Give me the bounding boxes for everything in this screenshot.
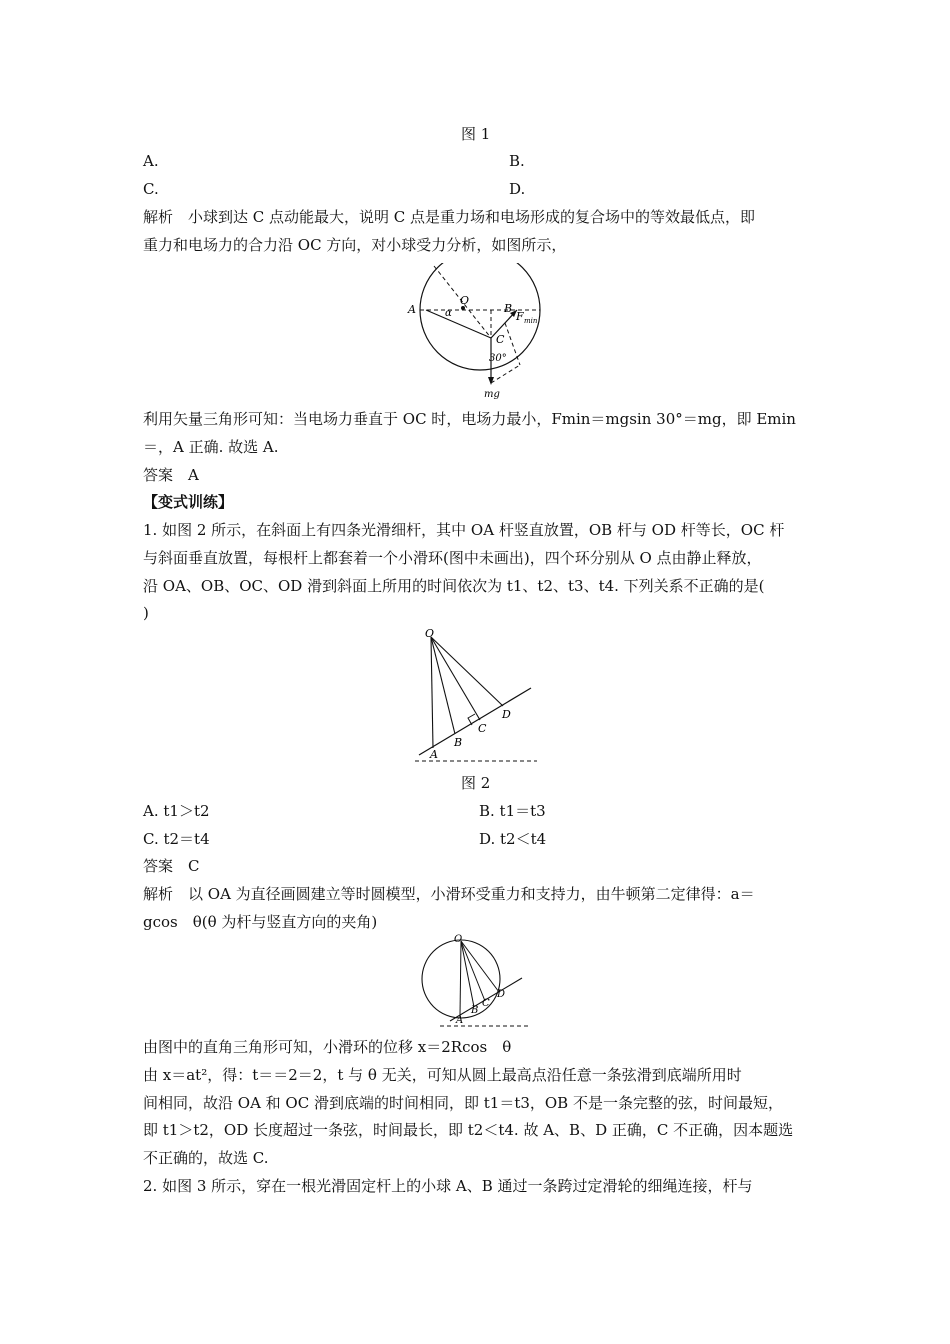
circle-label-c: C xyxy=(482,998,490,1009)
label-a: A xyxy=(408,303,416,316)
answer-1: 答案 A xyxy=(143,466,199,484)
figure-1-caption: 图 1 xyxy=(461,125,491,143)
solution-2-line-5: 不正确的，故选 C. xyxy=(143,1149,269,1167)
incline-rods-diagram xyxy=(395,627,545,767)
solution-2-line-4: 即 t1＞t2，OD 长度超过一条弦，时间最长，即 t2＜t4. 故 A、B、D 正确，C 不正确，因本题选 xyxy=(143,1121,794,1139)
circle-label-a: A xyxy=(456,1015,464,1026)
circle-label-d: D xyxy=(497,989,506,1000)
question-1-line-4: ) xyxy=(143,604,149,622)
analysis-2-line-2: gcos θ(θ 为杆与竖直方向的夹角) xyxy=(143,913,378,931)
answer-2: 答案 C xyxy=(143,857,200,875)
analysis-1-line-2: 重力和电场力的合力沿 OC 方向，对小球受力分析，如图所示， xyxy=(143,236,567,254)
label-f: F xyxy=(516,310,524,323)
rod-label-d: D xyxy=(502,708,511,721)
label-c: C xyxy=(496,333,505,346)
force-diagram-circle xyxy=(405,263,545,401)
analysis-2-line-1: 解析 以 OA 为直径画圆建立等时圆模型，小滑环受重力和支持力，由牛顿第二定律得：a＝ xyxy=(143,885,755,903)
figure-2-caption: 图 2 xyxy=(461,774,491,792)
rod-label-o: O xyxy=(425,627,435,640)
solution-2-line-1: 由图中的直角三角形可知，小滑环的位移 x＝2Rcos θ xyxy=(143,1038,512,1056)
solution-2-line-2: 由 x＝at²，得：t＝＝2＝2，t 与 θ 无关，可知从圆上最高点沿任意一条弦滑到底端所用时 xyxy=(143,1066,742,1084)
circle-label-o: O xyxy=(454,934,463,945)
conclusion-1-line-1: 利用矢量三角形可知：当电场力垂直于 OC 时，电场力最小，Fmin＝mgsin 30°＝mg，即 Emin xyxy=(143,410,796,428)
option-b: B. xyxy=(509,152,525,170)
isochronous-circle-diagram xyxy=(418,933,530,1033)
label-alpha: α xyxy=(445,308,452,319)
section-title: 【变式训练】 xyxy=(143,493,234,511)
circle-label-b: B xyxy=(471,1005,479,1016)
label-b: B xyxy=(504,302,513,315)
option-1-a: A. t1＞t2 xyxy=(143,802,210,820)
rod-label-c: C xyxy=(478,722,487,735)
question-1-line-3: 沿 OA、OB、OC、OD 滑到斜面上所用的时间依次为 t1、t2、t3、t4. 下列关系不正确的是( xyxy=(143,577,765,595)
option-1-b: B. t1＝t3 xyxy=(479,802,546,820)
label-mg: mg xyxy=(484,389,500,400)
label-angle: 30° xyxy=(489,353,507,364)
rod-label-a: A xyxy=(430,748,438,761)
label-f-sub: min xyxy=(524,317,538,325)
option-d: D. xyxy=(509,180,526,198)
option-1-d: D. t2＜t4 xyxy=(479,830,547,848)
question-1-line-1: 1. 如图 2 所示，在斜面上有四条光滑细杆，其中 OA 杆竖直放置，OB 杆与 OD 杆等长，OC 杆 xyxy=(143,521,785,539)
solution-2-line-3: 间相同，故沿 OA 和 OC 滑到底端的时间相同，即 t1＝t3，OB 不是一条完整的弦，时间最短， xyxy=(143,1094,783,1112)
conclusion-1-line-2: ＝，A 正确. 故选 A. xyxy=(143,438,279,456)
rod-label-b: B xyxy=(454,736,463,749)
question-1-line-2: 与斜面垂直放置，每根杆上都套着一个小滑环(图中未画出)，四个环分别从 O 点由静止释放， xyxy=(143,549,762,567)
question-2-line-1: 2. 如图 3 所示，穿在一根光滑固定杆上的小球 A、B 通过一条跨过定滑轮的细绳连接，杆与 xyxy=(143,1177,753,1195)
option-1-c: C. t2＝t4 xyxy=(143,830,210,848)
analysis-1-line-1: 解析 小球到达 C 点动能最大，说明 C 点是重力场和电场形成的复合场中的等效最低点，即 xyxy=(143,208,756,226)
option-c: C. xyxy=(143,180,159,198)
label-o: O xyxy=(460,294,470,307)
option-a: A. xyxy=(143,152,159,170)
